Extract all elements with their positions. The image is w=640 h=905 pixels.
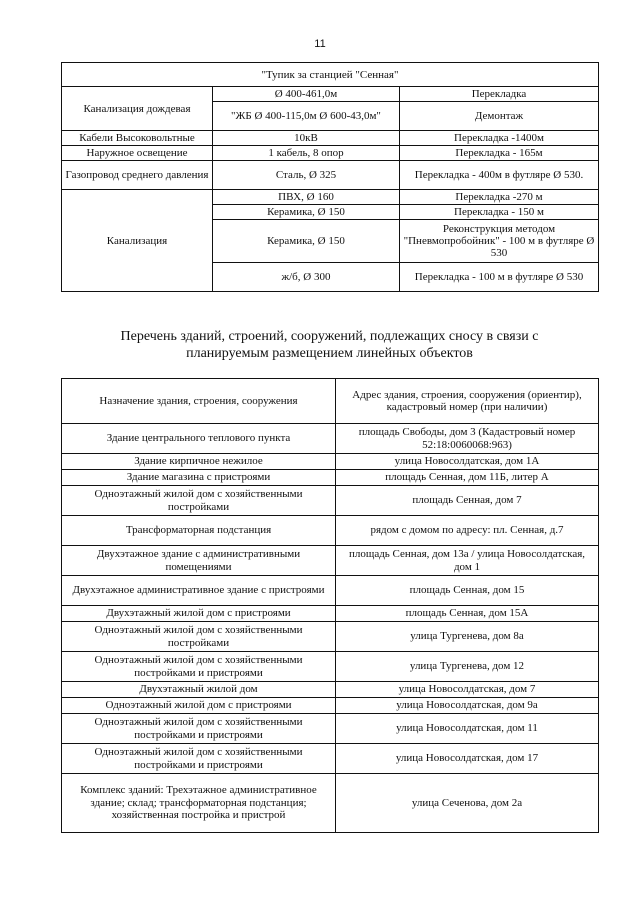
utility-spec: Сталь, Ø 325 [213,161,400,190]
building-address: площадь Свободы, дом 3 (Кадастровый номер 52:18:0060068:963) [336,424,599,454]
utility-work: Перекладка - 400м в футляре Ø 530. [400,161,599,190]
utility-spec: ж/б, Ø 300 [213,263,400,292]
table-row [62,454,599,470]
table-row [62,516,599,546]
building-purpose: Одноэтажный жилой дом с пристроями [62,698,336,714]
table-row [62,714,599,744]
utility-spec: ПВХ, Ø 160 [213,190,400,205]
building-purpose: Двухэтажное административное здание с пристроями [62,576,336,606]
utilities-table [61,62,599,292]
table-row [62,774,599,833]
table-row [62,606,599,622]
section-heading-line: Перечень зданий, строений, сооружений, подлежащих сносу в связи с [120,329,539,344]
utility-name: Канализация дождевая [62,87,213,131]
building-address: площадь Сенная, дом 7 [336,486,599,516]
utility-spec: Ø 400-461,0м [213,87,400,102]
demolition-table [61,378,599,833]
table-row [62,486,599,516]
table-row [62,576,599,606]
utility-work: Демонтаж [400,102,599,131]
column-header-address: Адрес здания, строения, сооружения (ориентир), кадастровый номер (при наличии) [336,379,599,424]
building-purpose: Комплекс зданий: Трехэтажное административное здание; склад; трансформаторная подстанция; хозяйственная постройка и пристрой [62,774,336,833]
building-address: улица Новосолдатская, дом 9а [336,698,599,714]
building-purpose: Одноэтажный жилой дом с хозяйственными постройками и пристроями [62,744,336,774]
utility-work: Реконструкция методом "Пневмопробойник" - 100 м в футляре Ø 530 [400,220,599,263]
table-row [62,652,599,682]
building-purpose: Одноэтажный жилой дом с хозяйственными постройками и пристроями [62,652,336,682]
utility-work: Перекладка - 165м [400,146,599,161]
section-heading [61,328,598,362]
building-address: улица Тургенева, дом 8а [336,622,599,652]
utility-work: Перекладка -1400м [400,131,599,146]
building-address: улица Новосолдатская, дом 11 [336,714,599,744]
building-purpose: Трансформаторная подстанция [62,516,336,546]
building-purpose: Двухэтажное здание с административными помещениями [62,546,336,576]
table-title: "Тупик за станцией "Сенная" [62,63,599,87]
table-row [62,131,599,146]
building-purpose: Одноэтажный жилой дом с хозяйственными постройками [62,622,336,652]
utility-work: Перекладка -270 м [400,190,599,205]
building-address: улица Новосолдатская, дом 1А [336,454,599,470]
utility-name: Наружное освещение [62,146,213,161]
column-header-purpose: Назначение здания, строения, сооружения [62,379,336,424]
building-address: площадь Сенная, дом 11Б, литер А [336,470,599,486]
utility-spec: 1 кабель, 8 опор [213,146,400,161]
building-address: площадь Сенная, дом 15 [336,576,599,606]
building-purpose: Здание магазина с пристроями [62,470,336,486]
utility-work: Перекладка - 100 м в футляре Ø 530 [400,263,599,292]
utility-work: Перекладка - 150 м [400,205,599,220]
utility-name: Газопровод среднего давления [62,161,213,190]
building-purpose: Здание центрального теплового пункта [62,424,336,454]
utility-spec: "ЖБ Ø 400-115,0м Ø 600-43,0м" [213,102,400,131]
table-row [62,190,599,205]
building-purpose: Одноэтажный жилой дом с хозяйственными постройками [62,486,336,516]
building-purpose: Здание кирпичное нежилое [62,454,336,470]
table-row [62,146,599,161]
table-row [62,682,599,698]
building-address: площадь Сенная, дом 15А [336,606,599,622]
table-row [62,622,599,652]
table-row [62,546,599,576]
building-purpose: Одноэтажный жилой дом с хозяйственными постройками и пристроями [62,714,336,744]
table-header-row [62,379,599,424]
section-heading-line: планируемым размещением линейных объектов [186,346,473,361]
utility-spec: Керамика, Ø 150 [213,205,400,220]
building-address: улица Сеченова, дом 2а [336,774,599,833]
building-purpose: Двухэтажный жилой дом с пристроями [62,606,336,622]
building-address: улица Новосолдатская, дом 7 [336,682,599,698]
demolition-table-body [62,424,599,833]
table-row [62,698,599,714]
building-address: улица Тургенева, дом 12 [336,652,599,682]
utility-spec: Керамика, Ø 150 [213,220,400,263]
table-title-row [62,63,599,87]
utility-spec: 10кВ [213,131,400,146]
utility-name: Кабели Высоковольтные [62,131,213,146]
utility-work: Перекладка [400,87,599,102]
table-row [62,470,599,486]
page-number: 11 [314,38,326,50]
utility-name: Канализация [62,190,213,292]
table-row [62,744,599,774]
table-row [62,161,599,190]
table-row [62,424,599,454]
building-address: площадь Сенная, дом 13а / улица Новосолдатская, дом 1 [336,546,599,576]
building-purpose: Двухэтажный жилой дом [62,682,336,698]
building-address: рядом с домом по адресу: пл. Сенная, д.7 [336,516,599,546]
table-row [62,87,599,102]
building-address: улица Новосолдатская, дом 17 [336,744,599,774]
